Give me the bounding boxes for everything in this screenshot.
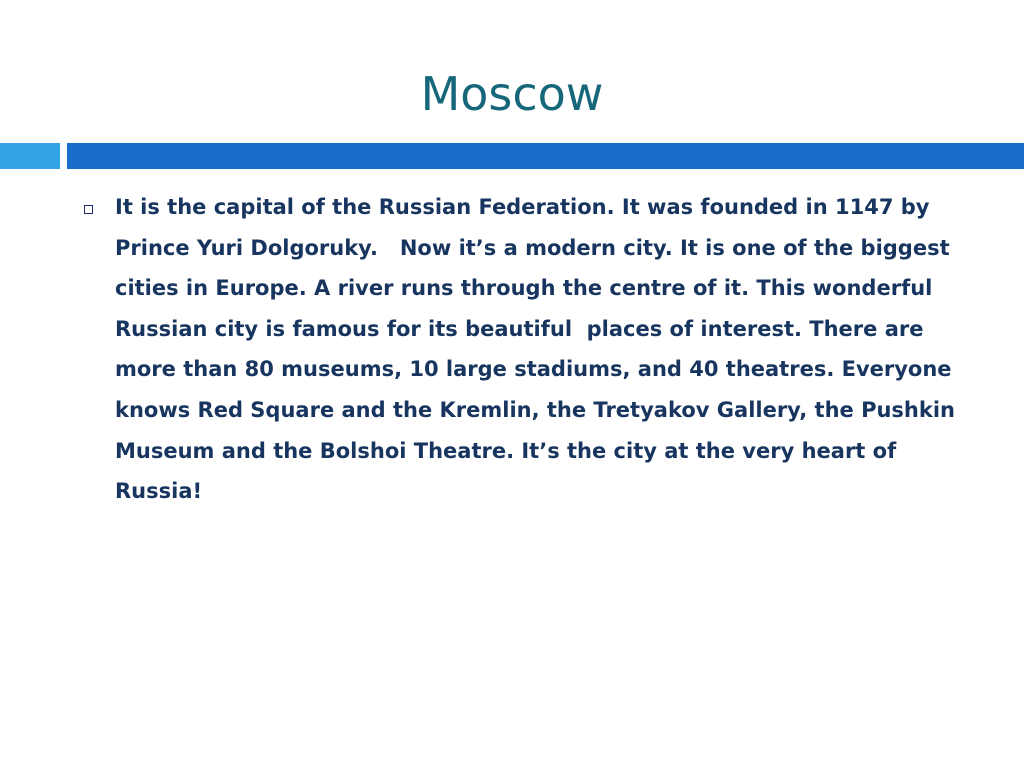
bullet-text: It is the capital of the Russian Federation. It was founded in 1147 by Prince Yuri Dolgoruky. Now it’s a modern city. It is one of the biggest cities in Europe. A river runs through the centre of it. This wonderful Russian city is famous for its beautiful places of interest. There are more than 80 museums, 10 large stadiums, and 40 theatres. Everyone knows Red Square and the Kremlin, the Tretyakov Gallery, the Pushkin Museum and the Bolshoi Theatre. It’s the city at the very heart of Russia! — [115, 195, 963, 504]
title-underline-accent-right — [67, 143, 1024, 169]
title-underline-accent-left — [0, 143, 60, 169]
slide-content — [78, 187, 978, 512]
slide-title: Moscow — [420, 67, 604, 121]
hollow-square-bullet-icon — [84, 205, 93, 214]
bullet-item — [78, 187, 978, 512]
